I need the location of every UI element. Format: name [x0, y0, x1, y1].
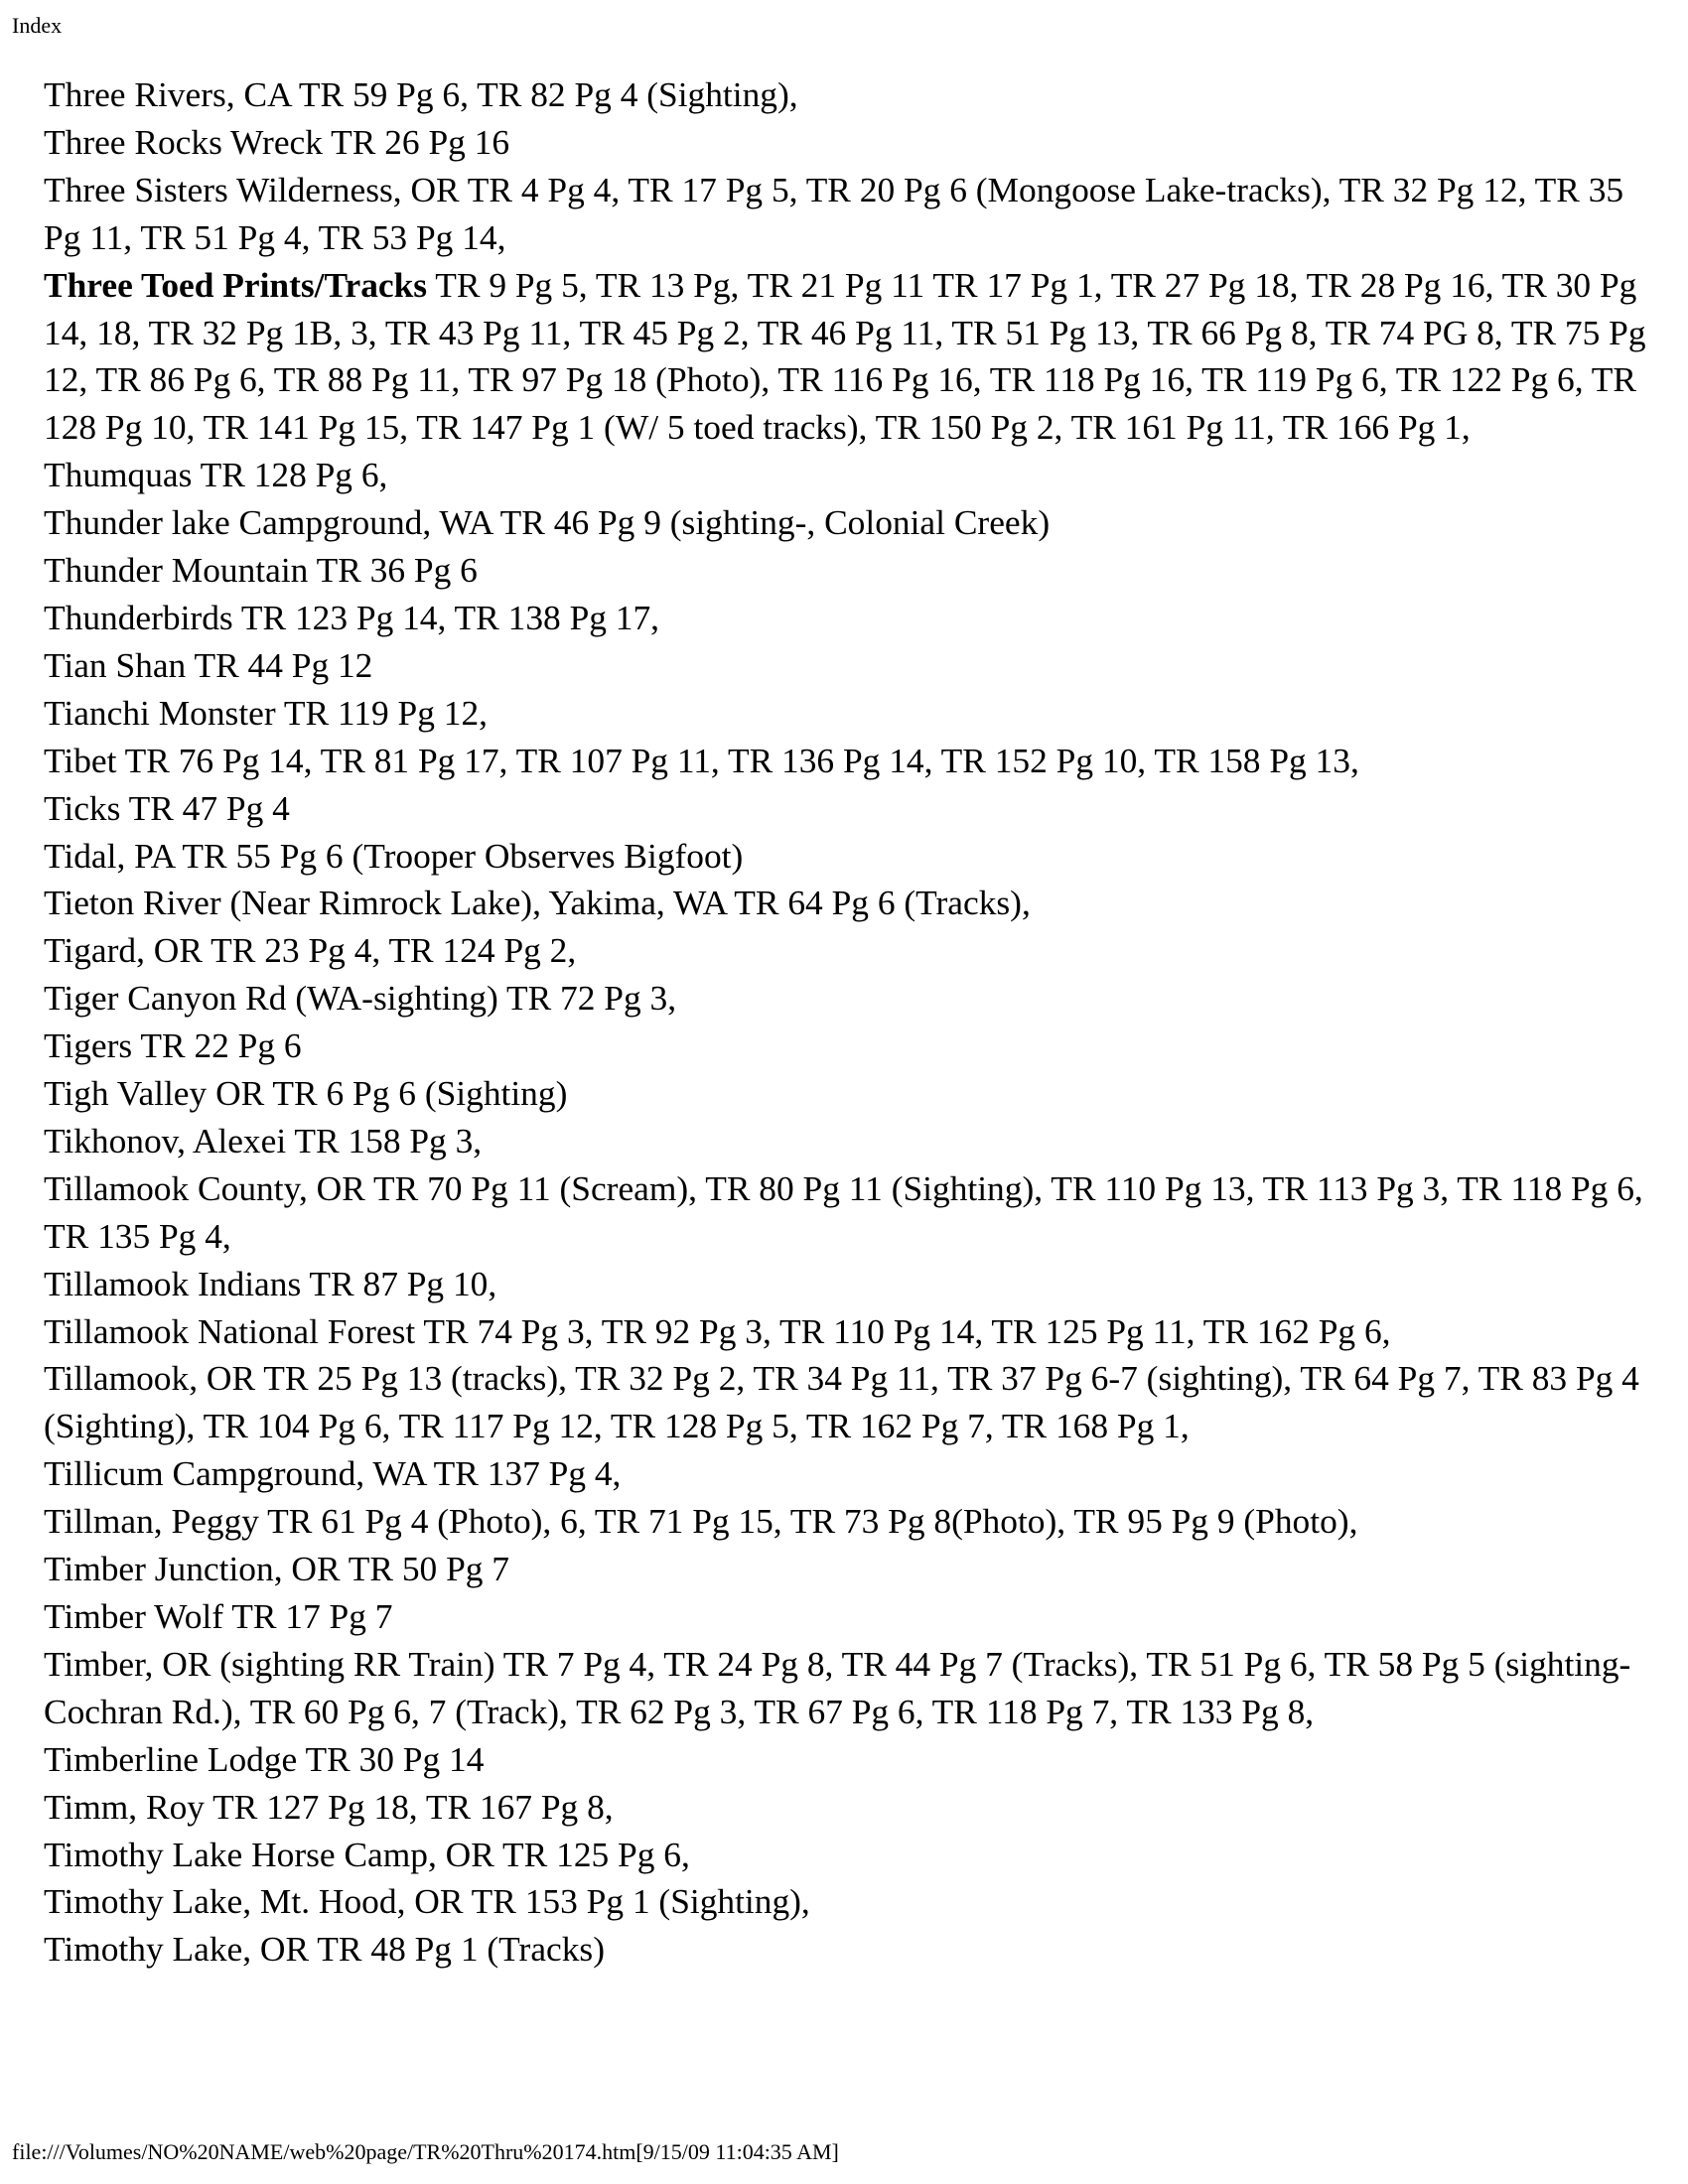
index-entry-text: Tillicum Campground, WA TR 137 Pg 4, [44, 1453, 622, 1494]
index-entry [44, 642, 1652, 690]
index-entry-text: Timothy Lake Horse Camp, OR TR 125 Pg 6, [44, 1834, 690, 1874]
index-entry [44, 1641, 1652, 1736]
index-entry [44, 1118, 1652, 1165]
index-entry [44, 1878, 1652, 1926]
index-entry-text: Timberline Lodge TR 30 Pg 14 [44, 1738, 485, 1779]
index-entry-text: Timber, OR (sighting RR Train) TR 7 Pg 4, TR 24 Pg 8, TR 44 Pg 7 (Tracks), TR 51 Pg 6, TR 58 Pg 5 (sighting- Cochran Rd.), TR 60 Pg 6, 7 (Track), TR 62 Pg 3, TR 67 Pg 6, TR 118 Pg 7, TR 133 Pg 8, [44, 1643, 1631, 1731]
index-entry-text: Timber Junction, OR TR 50 Pg 7 [44, 1549, 509, 1589]
index-entry-text: Thunder Mountain TR 36 Pg 6 [44, 550, 478, 591]
index-entry [44, 452, 1652, 499]
index-entry [44, 595, 1652, 642]
index-entry-text: Timm, Roy TR 127 Pg 18, TR 167 Pg 8, [44, 1786, 614, 1827]
index-entry-text: Timothy Lake, Mt. Hood, OR TR 153 Pg 1 (Sighting), [44, 1881, 810, 1922]
index-entry-text: Tieton River (Near Rimrock Lake), Yakima, WA TR 64 Pg 6 (Tracks), [44, 883, 1031, 923]
index-entry [44, 1926, 1652, 1974]
index-entry-text: Tikhonov, Alexei TR 158 Pg 3, [44, 1120, 483, 1160]
index-entry [44, 1736, 1652, 1784]
index-entry-term: Three Toed Prints/Tracks [44, 264, 428, 305]
index-entry-text: Tibet TR 76 Pg 14, TR 81 Pg 17, TR 107 Pg 11, TR 136 Pg 14, TR 152 Pg 10, TR 158 Pg 13, [44, 740, 1359, 780]
index-entry [44, 1498, 1652, 1546]
index-entry-text: Tian Shan TR 44 Pg 12 [44, 644, 373, 685]
index-entry [44, 119, 1652, 167]
index-entry-text: Tiger Canyon Rd (WA-sighting) TR 72 Pg 3, [44, 978, 677, 1019]
index-entry-list [44, 71, 1652, 1974]
index-entry-text: Tigard, OR TR 23 Pg 4, TR 124 Pg 2, [44, 930, 577, 971]
index-entry [44, 1784, 1652, 1832]
index-entry [44, 1023, 1652, 1070]
index-entry [44, 975, 1652, 1023]
page-footer-url: file:///Volumes/NO%20NAME/web%20page/TR%20Thru%20174.htm[9/15/09 11:04:35 AM] [12, 2139, 839, 2164]
index-entry-text: Thumquas TR 128 Pg 6, [44, 455, 388, 495]
index-entry [44, 547, 1652, 595]
index-entry [44, 1450, 1652, 1498]
index-entry-text: Tidal, PA TR 55 Pg 6 (Trooper Observes Bigfoot) [44, 835, 744, 876]
index-entry-text: Three Rivers, CA TR 59 Pg 6, TR 82 Pg 4 (Sighting), [44, 74, 798, 114]
index-entry-text: Thunderbirds TR 123 Pg 14, TR 138 Pg 17, [44, 597, 660, 637]
index-entry [44, 880, 1652, 927]
index-entry-text: Three Sisters Wilderness, OR TR 4 Pg 4, TR 17 Pg 5, TR 20 Pg 6 (Mongoose Lake-tracks), TR 32 Pg 12, TR 35 Pg 11, TR 51 Pg 4, TR 53 Pg 14, [44, 169, 1624, 257]
index-entry [44, 262, 1652, 453]
index-entry-text: Timber Wolf TR 17 Pg 7 [44, 1596, 393, 1636]
index-entry [44, 1355, 1652, 1450]
index-entry [44, 1593, 1652, 1641]
index-entry-text: Tillamook Indians TR 87 Pg 10, [44, 1263, 497, 1303]
index-entry-text: Three Rocks Wreck TR 26 Pg 16 [44, 121, 510, 162]
index-entry [44, 927, 1652, 975]
index-entry [44, 1261, 1652, 1308]
index-entry-text: Tigh Valley OR TR 6 Pg 6 (Sighting) [44, 1073, 568, 1114]
index-entry [44, 738, 1652, 785]
index-entry-text: Tillamook National Forest TR 74 Pg 3, TR 92 Pg 3, TR 110 Pg 14, TR 125 Pg 11, TR 162 Pg 6, [44, 1310, 1391, 1351]
index-entry [44, 1308, 1652, 1356]
index-entry [44, 499, 1652, 547]
index-entry [44, 785, 1652, 833]
index-entry [44, 1832, 1652, 1879]
index-entry [44, 1070, 1652, 1118]
index-entry-text: Tianchi Monster TR 119 Pg 12, [44, 692, 489, 733]
index-entry [44, 167, 1652, 262]
page-header: Index [12, 13, 63, 38]
index-entry-text: Timothy Lake, OR TR 48 Pg 1 (Tracks) [44, 1929, 605, 1970]
index-entry-text: Ticks TR 47 Pg 4 [44, 787, 290, 828]
index-entry-text: Tillman, Peggy TR 61 Pg 4 (Photo), 6, TR 71 Pg 15, TR 73 Pg 8(Photo), TR 95 Pg 9 (Photo), [44, 1501, 1358, 1542]
index-entry-text: TR 9 Pg 5, TR 13 Pg, TR 21 Pg 11 TR 17 Pg 1, TR 27 Pg 18, TR 28 Pg 16, TR 30 Pg 14, 18, TR 32 Pg 1B, 3, TR 43 Pg 11, TR 45 Pg 2, TR 46 Pg 11, TR 51 Pg 13, TR 66 Pg 8, TR 74 PG 8, TR 75 Pg 12, TR 86 Pg 6, TR 88 Pg 11, TR 97 Pg 18 (Photo), TR 116 Pg 16, TR 118 Pg 16, TR 119 Pg 6, TR 122 Pg 6, TR 128 Pg 10, TR 141 Pg 15, TR 147 Pg 1 (W/ 5 toed tracks), TR 150 Pg 2, TR 161 Pg 11, TR 166 Pg 1, [44, 264, 1646, 448]
index-entry-text: Thunder lake Campground, WA TR 46 Pg 9 (sighting-, Colonial Creek) [44, 502, 1051, 543]
index-entry-text: Tillamook, OR TR 25 Pg 13 (tracks), TR 32 Pg 2, TR 34 Pg 11, TR 37 Pg 6-7 (sighting), TR 64 Pg 7, TR 83 Pg 4 (Sighting), TR 104 Pg 6, TR 117 Pg 12, TR 128 Pg 5, TR 162 Pg 7, TR 168 Pg 1, [44, 1358, 1639, 1446]
index-entry-text: Tillamook County, OR TR 70 Pg 11 (Scream), TR 80 Pg 11 (Sighting), TR 110 Pg 13, TR 113 Pg 3, TR 118 Pg 6, TR 135 Pg 4, [44, 1167, 1643, 1256]
index-entry [44, 1165, 1652, 1261]
index-entry [44, 690, 1652, 738]
index-entry [44, 1546, 1652, 1593]
index-entry [44, 71, 1652, 119]
index-entry [44, 833, 1652, 881]
index-entry-text: Tigers TR 22 Pg 6 [44, 1025, 302, 1066]
